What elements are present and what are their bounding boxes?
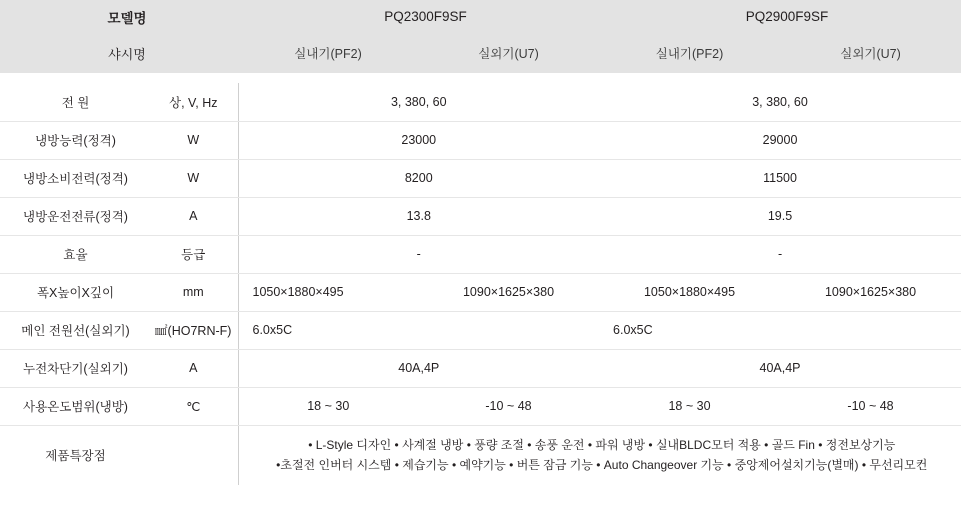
row-title: 폭X높이X깊이 — [0, 273, 135, 311]
features-title: 제품특장점 — [45, 449, 106, 464]
row-title: 누전차단기(실외기) — [0, 349, 135, 387]
row-unit: A — [135, 349, 238, 387]
header-model-2-outdoor: 실외기(U7) — [780, 33, 961, 73]
row-title: 효율 — [0, 235, 135, 273]
header-model-label: 모델명 — [0, 0, 238, 33]
row-value-model1: 8200 — [238, 159, 599, 197]
table-row — [0, 197, 961, 235]
header-model-1-indoor: 실내기(PF2) — [238, 33, 418, 73]
header-model-1-name: PQ2300F9SF — [238, 0, 599, 33]
row-value-model2: 29000 — [599, 121, 961, 159]
row-title: 냉방소비전력(정격) — [0, 159, 135, 197]
row-value-model1-outdoor: 1090×1625×380 — [418, 273, 599, 311]
header-model-2-indoor: 실내기(PF2) — [599, 33, 780, 73]
features-line-1: • L-Style 디자인 • 사계절 냉방 • 풍량 조절 • 송풍 운전 • 파워 냉방 • 실내BLDC모터 적용 • 골드 Fin • 정전보상기능 — [308, 437, 896, 452]
row-value-model2-indoor: 18 ~ 30 — [599, 387, 780, 425]
table-row — [0, 159, 961, 197]
table-row — [0, 349, 961, 387]
header-spacer — [0, 73, 961, 83]
row-value-model2: 40A,4P — [599, 349, 961, 387]
row-unit: mm — [135, 273, 238, 311]
table-row-features — [0, 425, 961, 485]
header-model-2-name: PQ2900F9SF — [599, 0, 961, 33]
row-unit: 등급 — [135, 235, 238, 273]
header-row-model — [0, 0, 961, 33]
table-row — [0, 311, 961, 349]
row-value-model2: - — [599, 235, 961, 273]
row-value-model2: 19.5 — [599, 197, 961, 235]
table-row — [0, 83, 961, 121]
header-row-chassis — [0, 33, 961, 73]
row-title: 냉방능력(정격) — [0, 121, 135, 159]
row-unit: W — [135, 159, 238, 197]
row-unit: ㎟(HO7RN-F) — [135, 311, 238, 349]
row-value-model2: 6.0x5C — [599, 311, 961, 349]
header-chassis-label: 샤시명 — [0, 33, 238, 73]
row-value-model2: 11500 — [599, 159, 961, 197]
row-value-model1-indoor: 18 ~ 30 — [238, 387, 418, 425]
table-row — [0, 235, 961, 273]
features-line-2: •초절전 인버터 시스템 • 제습기능 • 예약기능 • 버튼 잠금 기능 • Auto Changeover 기능 • 중앙제어설치기능(별매) • 무선리모컨 — [276, 458, 928, 473]
row-title: 메인 전원선(실외기) — [0, 311, 135, 349]
row-value-model1-indoor: 1050×1880×495 — [238, 273, 418, 311]
row-value-model1: 40A,4P — [238, 349, 599, 387]
row-value-model2-outdoor: 1090×1625×380 — [780, 273, 961, 311]
row-unit: ℃ — [135, 387, 238, 425]
row-unit: W — [135, 121, 238, 159]
row-title: 사용온도범위(냉방) — [0, 387, 135, 425]
row-value-model1: 13.8 — [238, 197, 599, 235]
row-title: 냉방운전전류(정격) — [0, 197, 135, 235]
table-row — [0, 121, 961, 159]
features-cell — [238, 425, 961, 485]
row-value-model1: 6.0x5C — [238, 311, 599, 349]
row-value-model2-outdoor: -10 ~ 48 — [780, 387, 961, 425]
row-value-model1: 3, 380, 60 — [238, 83, 599, 121]
row-unit: A — [135, 197, 238, 235]
row-value-model1-outdoor: -10 ~ 48 — [418, 387, 599, 425]
row-value-model2: 3, 380, 60 — [599, 83, 961, 121]
row-value-model1: - — [238, 235, 599, 273]
table-row — [0, 273, 961, 311]
features-unit — [135, 425, 238, 485]
header-model-1-outdoor: 실외기(U7) — [418, 33, 599, 73]
row-value-model2-indoor: 1050×1880×495 — [599, 273, 780, 311]
table-row — [0, 387, 961, 425]
row-unit: 상, V, Hz — [135, 83, 238, 121]
row-title: 전 원 — [0, 83, 135, 121]
row-value-model1: 23000 — [238, 121, 599, 159]
